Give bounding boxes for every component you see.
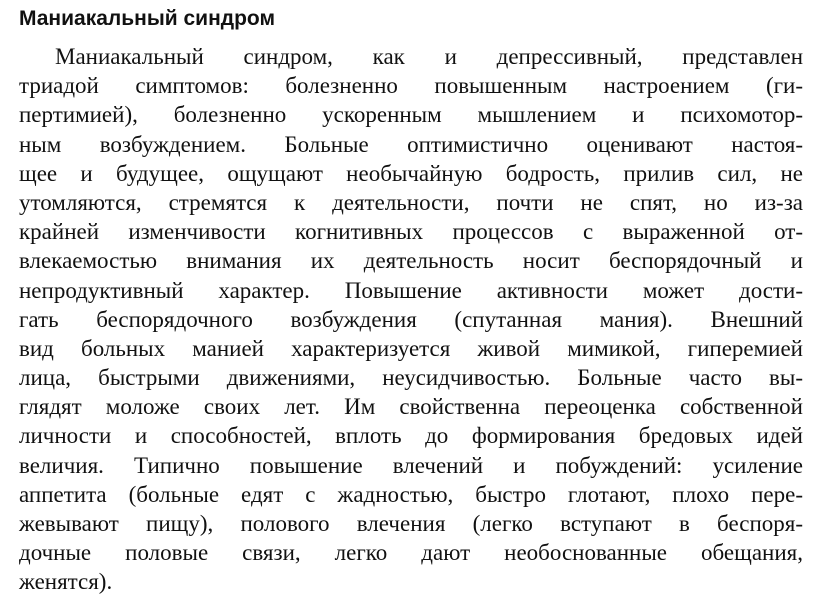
paragraph-line: триадой симптомов: болезненно повышенным настроением (ги- <box>19 73 803 99</box>
paragraph-line: крайней изменчивости когнитивных процессов с выраженной от- <box>19 219 803 245</box>
paragraph-line: щее и будущее, ощущают необычайную бодрость, прилив сил, не <box>19 160 803 186</box>
paragraph-line: глядят моложе своих лет. Им свойственна переоценка собственной <box>19 394 803 420</box>
body-paragraph <box>19 42 803 597</box>
paragraph-line: личности и способностей, вплоть до формирования бредовых идей <box>19 423 803 449</box>
paragraph-line: жевывают пищу), полового влечения (легко вступают в беспоря- <box>19 511 803 536</box>
paragraph-line: влекаемостью внимания их деятельность носит беспорядочный и <box>19 248 803 274</box>
paragraph-line: аппетита (больные едят с жадностью, быстро глотают, плохо пере- <box>19 481 803 507</box>
section-heading: Маниакальный синдром <box>19 7 276 30</box>
paragraph-line: Маниакальный синдром, как и депрессивный, представлен <box>55 44 803 69</box>
paragraph-line: лица, быстрыми движениями, неусидчивостью. Больные часто вы- <box>19 365 803 391</box>
paragraph-line: гать беспорядочного возбуждения (спутанная мания). Внешний <box>19 306 803 332</box>
paragraph-line: утомляются, стремятся к деятельности, почти не спят, но из-за <box>19 189 803 215</box>
paragraph-line: величия. Типично повышение влечений и побуждений: усиление <box>19 452 803 478</box>
paragraph-line: дочные половые связи, легко дают необоснованные обещания, <box>19 540 803 566</box>
paragraph-line: пертимией), болезненно ускоренным мышлением и психомотор- <box>19 102 803 128</box>
paragraph-line: женятся). <box>19 569 113 595</box>
paragraph-line: вид больных манией характеризуется живой мимикой, гиперемией <box>19 335 803 361</box>
paragraph-line: ным возбуждением. Больные оптимистично оценивают настоя- <box>19 131 803 157</box>
paragraph-line: непродуктивный характер. Повышение активности может дости- <box>19 277 803 303</box>
